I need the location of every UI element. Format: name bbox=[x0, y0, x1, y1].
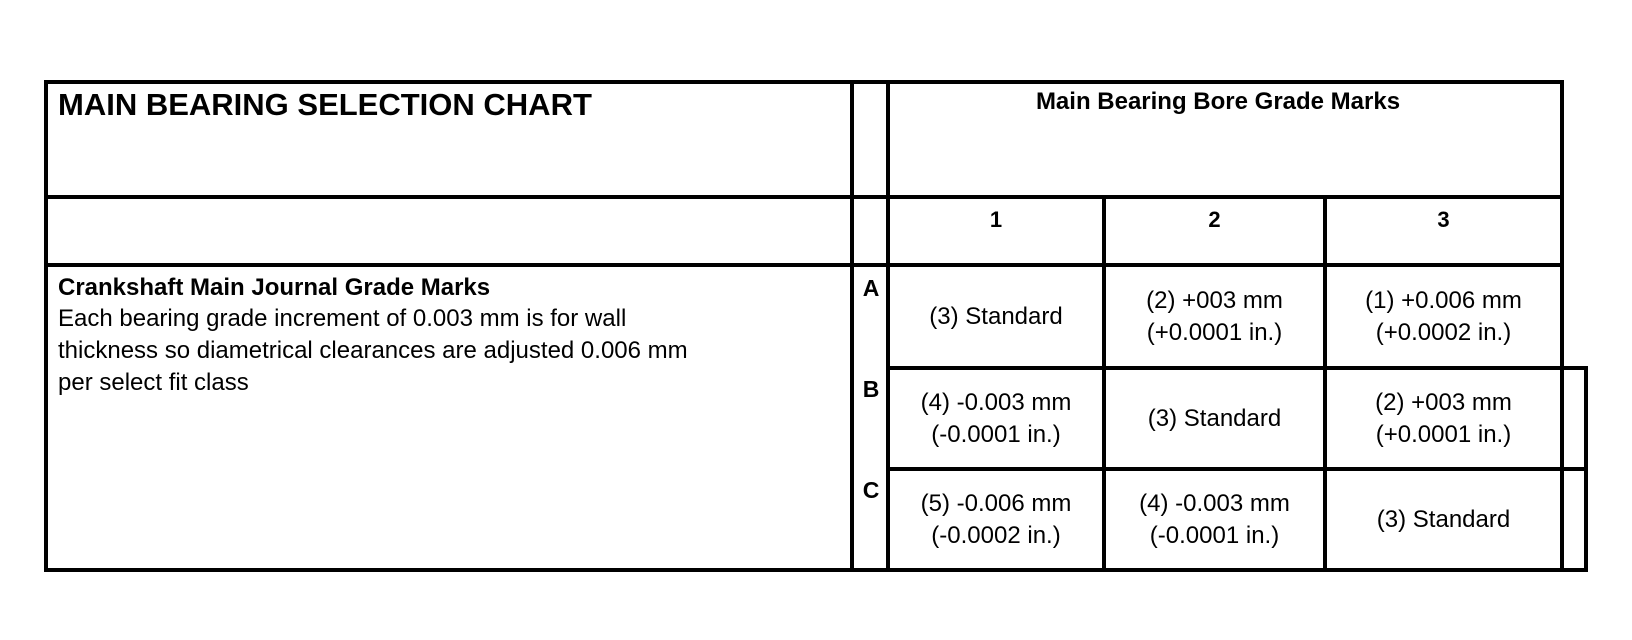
cell-value: (4) -0.003 mm bbox=[1139, 489, 1290, 517]
table-cell bbox=[1327, 370, 1560, 467]
cell-value: (5) -0.006 mm bbox=[920, 489, 1072, 517]
table-cell bbox=[1327, 471, 1560, 568]
table-border-left bbox=[44, 80, 48, 572]
cell-value: (3) Standard bbox=[929, 302, 1063, 330]
table-cell bbox=[1106, 370, 1323, 467]
table-cell bbox=[1106, 471, 1323, 568]
table-cell bbox=[1106, 267, 1323, 366]
table-border-right bbox=[1560, 80, 1564, 572]
table-border-bottom bbox=[44, 568, 1588, 572]
cell-value: (3) Standard bbox=[1147, 404, 1282, 432]
cell-value-inches: (+0.0001 in.) bbox=[1375, 420, 1512, 448]
journal-description-line: thickness so diametrical clearances are adjusted 0.006 mm bbox=[58, 337, 688, 364]
table-border-top bbox=[44, 80, 1564, 84]
row-letter-c: C bbox=[862, 477, 880, 503]
cell-value-inches: (-0.0001 in.) bbox=[1149, 521, 1280, 549]
journal-description-line: Each bearing grade increment of 0.003 mm is for wall bbox=[58, 305, 627, 332]
row-letter-a: A bbox=[862, 275, 880, 301]
column-header-2: 2 bbox=[1208, 207, 1221, 232]
cell-value: (2) +003 mm bbox=[1375, 388, 1512, 416]
column-header-1: 1 bbox=[989, 207, 1003, 232]
cell-value: (2) +003 mm bbox=[1146, 286, 1283, 314]
cell-value: (1) +0.006 mm bbox=[1365, 286, 1522, 314]
cell-value: (4) -0.003 mm bbox=[920, 388, 1072, 416]
journal-grade-title: Crankshaft Main Journal Grade Marks bbox=[58, 274, 491, 301]
cell-value-inches: (-0.0001 in.) bbox=[931, 420, 1061, 448]
cell-value-inches: (+0.0001 in.) bbox=[1146, 318, 1283, 346]
bore-grade-header: Main Bearing Bore Grade Marks bbox=[1035, 88, 1401, 115]
table-cell bbox=[890, 471, 1102, 568]
label-column-divider bbox=[850, 80, 854, 572]
column-header-3: 3 bbox=[1437, 207, 1450, 232]
table-cell bbox=[1327, 267, 1560, 366]
table-border-right-outer bbox=[1584, 366, 1588, 572]
cell-value-inches: (+0.0002 in.) bbox=[1375, 318, 1512, 346]
row-letter-b: B bbox=[862, 376, 880, 402]
header-divider bbox=[44, 195, 1564, 199]
chart-title: MAIN BEARING SELECTION CHART bbox=[58, 87, 592, 122]
cell-value: (3) Standard bbox=[1376, 505, 1511, 533]
journal-description-line: per select fit class bbox=[58, 369, 249, 396]
cell-value-inches: (-0.0002 in.) bbox=[931, 521, 1061, 549]
table-cell bbox=[890, 370, 1102, 467]
table-cell bbox=[890, 267, 1102, 366]
